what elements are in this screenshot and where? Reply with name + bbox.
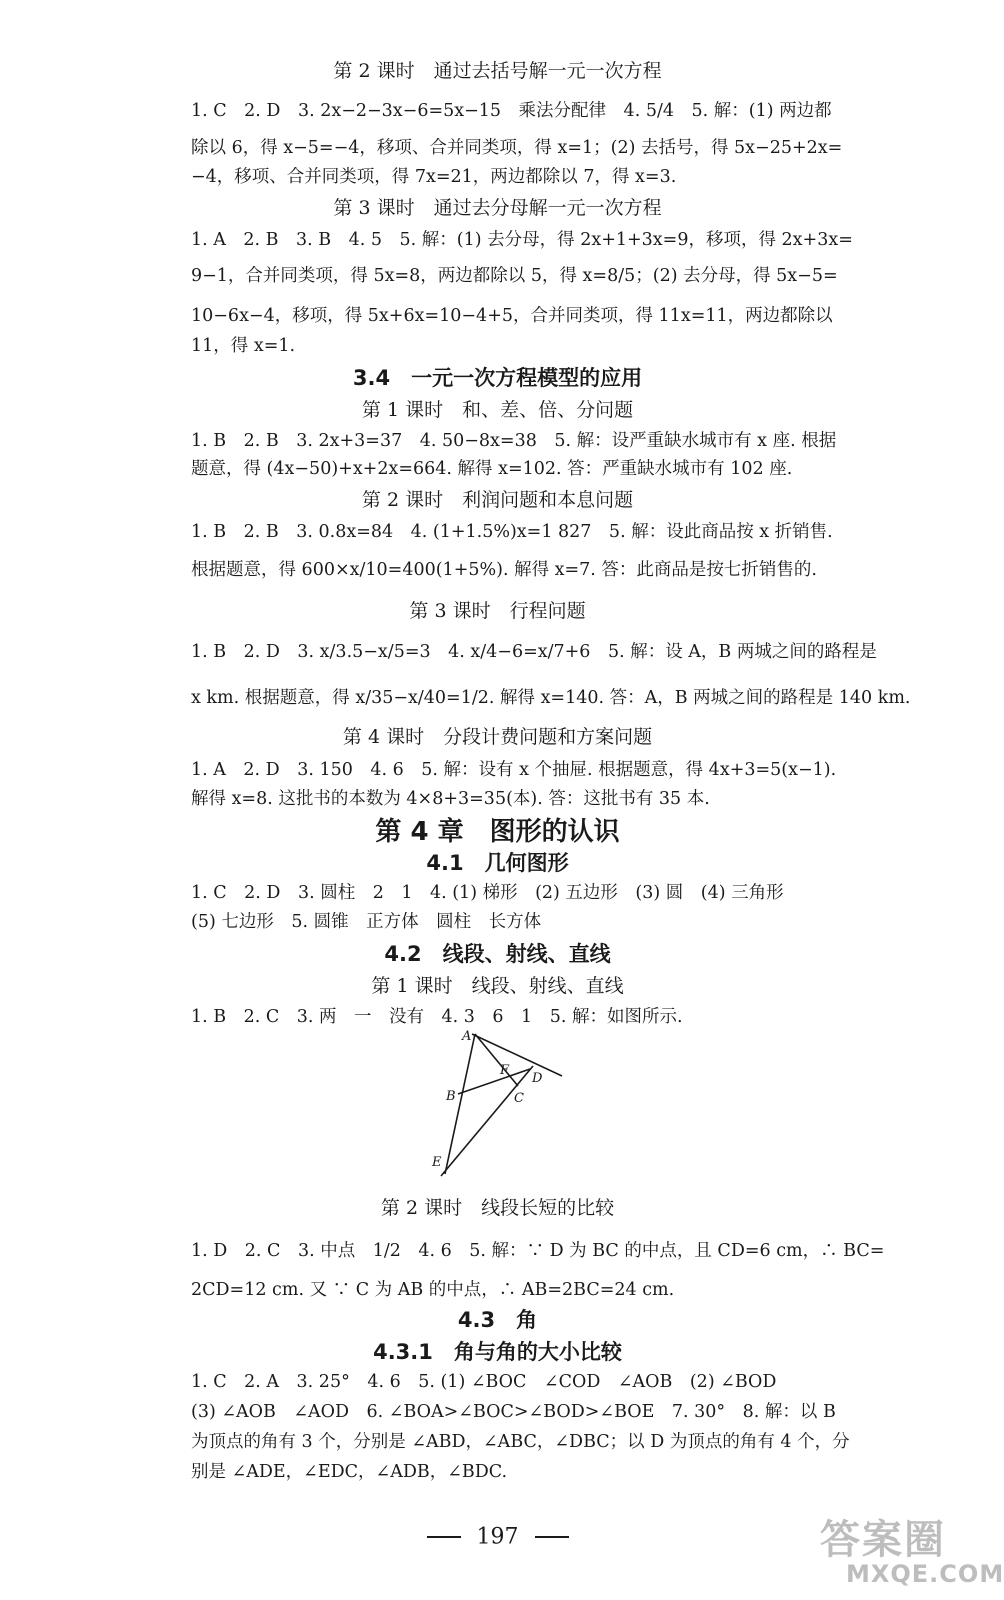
answer-line: 1. B 2. C 3. 两 一 没有 4. 3 6 1 5. 解：如图所示. [191,1007,683,1027]
answer-line: 1. C 2. D 3. 2x−2−3x−6=5x−15 乘法分配律 4. 5/4 5. 解：(1) 两边都 [191,101,832,121]
heading-line: 4.1 几何图形 [426,851,569,875]
answer-line: 1. A 2. B 3. B 4. 5 5. 解：(1) 去分母，得 2x+1+3x=9，移项，得 2x+3x= [191,230,853,250]
segment-ac [475,1034,518,1086]
answer-line: 1. B 2. B 3. 0.8x=84 4. (1+1.5%)x=1 827 5. 解：设此商品按 x 折销售. [191,522,833,542]
answer-line: (3) ∠AOB ∠AOD 6. ∠BOA>∠BOC>∠BOD>∠BOE 7. 30° 8. 解：以 B [191,1402,836,1422]
answer-line: 1. A 2. D 3. 150 4. 6 5. 解：设有 x 个抽屉. 根据题意，得 4x+3=5(x−1). [191,760,837,780]
watermark-logo [820,1508,1004,1590]
page-dash-right [535,1536,569,1538]
heading-line: 4.2 线段、射线、直线 [384,942,611,966]
answer-line: 别是 ∠ADE，∠EDC，∠ADB，∠BDC. [191,1462,508,1482]
heading-line: 第 3 课时 行程问题 [409,600,586,622]
heading-line: 第 4 课时 分段计费问题和方案问题 [342,726,653,748]
heading-line: 第 1 课时 和、差、倍、分问题 [361,399,634,421]
answer-line: 1. C 2. A 3. 25° 4. 6 5. (1) ∠BOC ∠COD ∠AOB (2) ∠BOD [191,1372,777,1392]
heading-line: 第 2 课时 线段长短的比较 [380,1197,615,1219]
heading-line: 3.4 一元一次方程模型的应用 [352,366,643,390]
answer-line: 2CD=12 cm. 又 ∵ C 为 AB 的中点，∴ AB=2BC=24 cm. [191,1280,675,1300]
watermark-title: 答案圈 [820,1517,946,1563]
page-number-text: 197 [476,1524,519,1550]
heading-line: 第 4 章 图形的认识 [375,817,620,847]
figure-label-b: B [446,1089,456,1104]
heading-line: 第 3 课时 通过去分母解一元一次方程 [333,197,662,219]
answer-line: 1. D 2. C 3. 中点 1/2 4. 6 5. 解：∵ D 为 BC 的中点，且 CD=6 cm，∴ BC= [191,1241,885,1261]
page-dash-left [427,1536,461,1538]
geometry-figure [418,1028,578,1178]
answer-line: 1. C 2. D 3. 圆柱 2 1 4. (1) 梯形 (2) 五边形 (3) 圆 (4) 三角形 [191,883,784,903]
figure-label-d: D [532,1071,543,1086]
answer-line: (5) 七边形 5. 圆锥 正方体 圆柱 长方体 [191,912,542,932]
heading-line: 4.3.1 角与角的大小比较 [373,1340,622,1364]
line-ad [472,1034,562,1076]
answer-line: 题意，得 (4x−50)+x+2x=664. 解得 x=102. 答：严重缺水城市有 102 座. [191,459,793,479]
answer-line: 根据题意，得 600×x/10=400(1+5%). 解得 x=7. 答：此商品是按七折销售的. [191,560,817,580]
answer-line: 1. B 2. B 3. 2x+3=37 4. 50−8x=38 5. 解：设严重缺水城市有 x 座. 根据 [191,431,837,451]
ray-ed [441,1066,533,1176]
heading-line: 4.3 角 [457,1308,538,1332]
heading-line: 第 1 课时 线段、射线、直线 [371,975,624,997]
figure-label-a: A [462,1029,472,1044]
answer-line: 除以 6，得 x−5=−4，移项、合并同类项，得 x=1；(2) 去括号，得 5x−25+2x= [191,138,843,158]
answer-line: 11，得 x=1. [191,336,296,356]
heading-line: 第 2 课时 利润问题和本息问题 [361,489,634,511]
answer-line: x km. 根据题意，得 x/35−x/40=1/2. 解得 x=140. 答：A，B 两城之间的路程是 140 km. [191,688,911,708]
answer-line: 10−6x−4，移项，得 5x+6x=10−4+5，合并同类项，得 11x=11，两边都除以 [191,306,833,326]
answer-line: 1. B 2. D 3. x/3.5−x/5=3 4. x/4−6=x/7+6 5. 解：设 A，B 两城之间的路程是 [191,642,877,662]
answer-line: 9−1，合并同类项，得 5x=8，两边都除以 5，得 x=8/5；(2) 去分母，得 5x−5= [191,266,838,286]
figure-label-c: C [514,1091,524,1106]
figure-label-e: E [432,1155,442,1170]
figure-label-f: F [500,1063,510,1078]
answer-line: 为顶点的角有 3 个，分别是 ∠ABD，∠ABC，∠DBC；以 D 为顶点的角有 4 个，分 [191,1432,850,1452]
answer-line: 解得 x=8. 这批书的本数为 4×8+3=35(本). 答：这批书有 35 本. [191,789,710,809]
watermark-url: MXQE.COM [846,1560,1004,1588]
answer-line: −4，移项、合并同类项，得 7x=21，两边都除以 7，得 x=3. [191,167,677,187]
heading-line: 第 2 课时 通过去括号解一元一次方程 [333,60,662,82]
